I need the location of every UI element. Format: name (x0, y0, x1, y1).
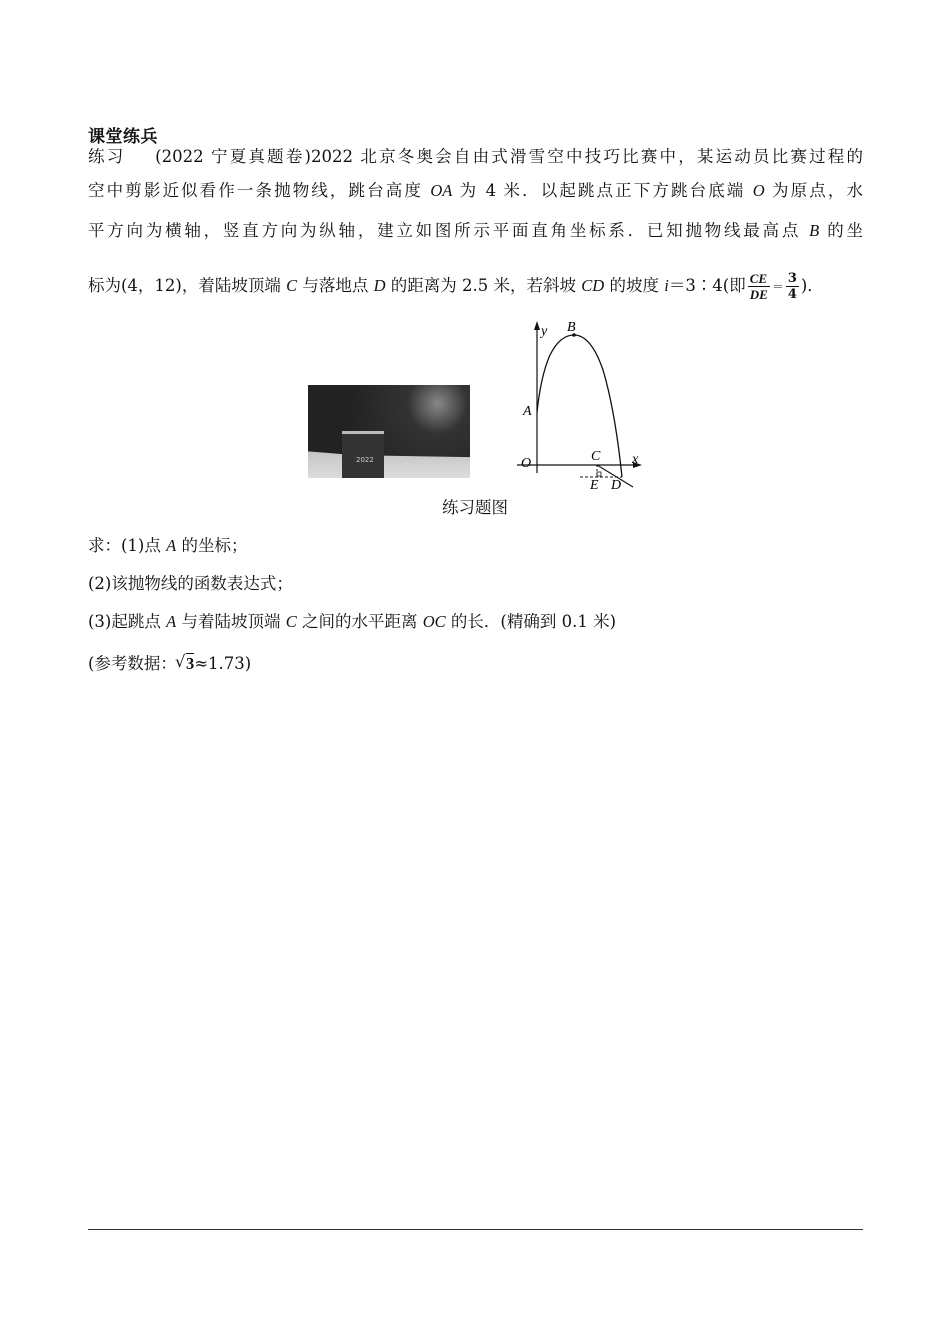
fraction-3-4: $\frac{3}{4}$ (787, 271, 797, 302)
problem-line-4: 标为(4，12)，着陆坡顶端 C 与落地点 D 的距离为 2.5 米，若斜坡 CD 的坡度 i＝3∶4(即 $\frac{CE}{DE}$ ＝ $\frac{3}{4}$ )． (88, 271, 824, 302)
question-1: 求：(1)点 A 的坐标； (88, 536, 248, 555)
problem-label: 练习 (88, 147, 126, 166)
problem-line-3: 平方向为横轴，竖直方向为纵轴，建立如图所示平面直角坐标系．已知抛物线最高点 B 的坐 (88, 221, 863, 240)
label-a: A (523, 404, 532, 419)
label-x: x (632, 452, 639, 467)
label-o: O (521, 456, 532, 471)
parabola-diagram (505, 315, 655, 490)
label-c: C (591, 449, 601, 464)
problem-line-2: 空中剪影近似看作一条抛物线，跳台高度 OA 为 4 米．以起跳点正下方跳台底端 O 为原点，水 (88, 181, 863, 200)
fraction-ce-de: $\frac{CE}{DE}$ (749, 271, 768, 302)
label-d: D (611, 478, 622, 490)
question-2: (2)该抛物线的函数表达式； (88, 574, 293, 593)
problem-source: (2022 宁夏真题卷) (155, 147, 311, 166)
reference-data: (参考数据： √ 3≈1.73) (88, 652, 251, 676)
question-3: (3)起跳点 A 与着陆坡顶端 C 之间的水平距离 OC 的长．(精确到 0.1 米) (88, 612, 617, 631)
ski-jump-photo: 2022 (308, 385, 470, 478)
label-y: y (541, 324, 548, 339)
label-b: B (567, 320, 576, 335)
label-e: E (590, 478, 599, 490)
footer-divider (88, 1229, 863, 1230)
figure-caption: 练习题图 (442, 498, 508, 517)
sqrt-symbol: √ 3 (177, 652, 194, 676)
section-title: 课堂练兵 (88, 127, 158, 147)
problem-line-1: 练习 (2022 宁夏真题卷)2022 北京冬奥会自由式滑雪空中技巧比赛中，某运动员比赛过程的 (88, 147, 863, 166)
